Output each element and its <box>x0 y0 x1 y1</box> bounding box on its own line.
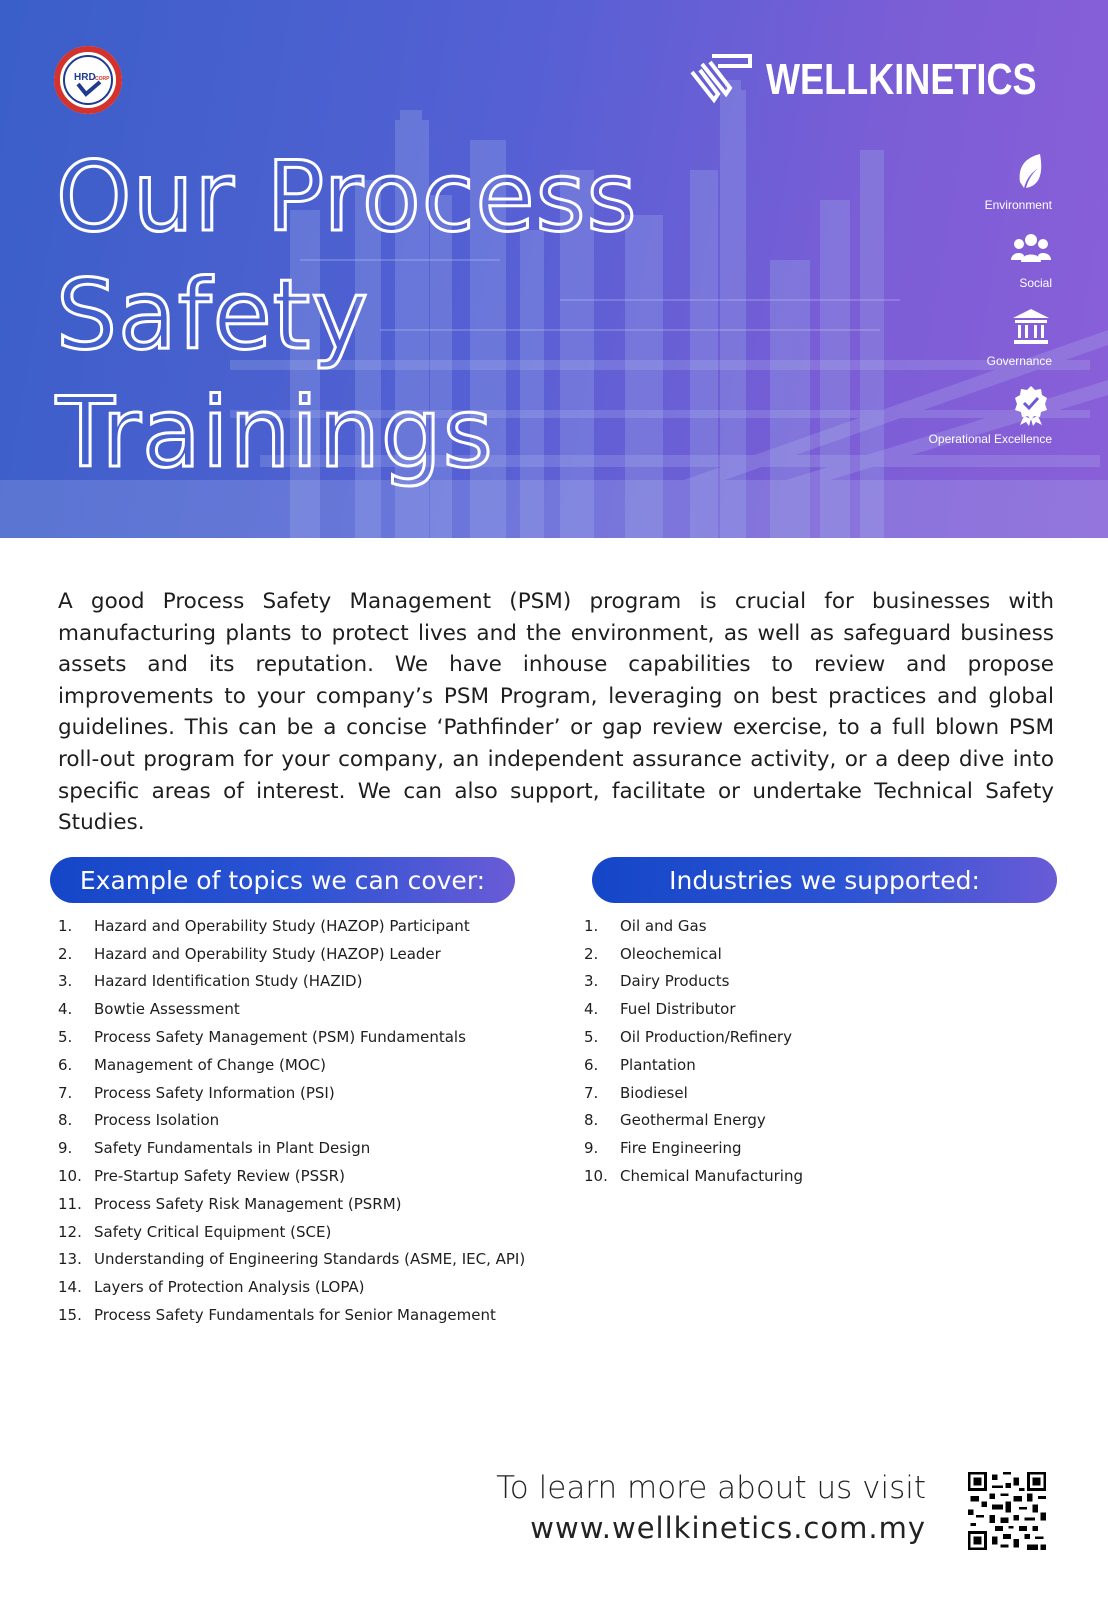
item-number: 7. <box>58 1083 73 1102</box>
institution-icon <box>1010 306 1052 348</box>
item-text: Biodiesel <box>620 1083 688 1102</box>
hero-title-line-2: Safety <box>56 259 370 371</box>
item-text: Dairy Products <box>620 972 730 991</box>
item-number: 5. <box>58 1028 73 1047</box>
hrd-corp-badge <box>52 44 124 116</box>
item-text: Bowtie Assessment <box>94 1000 240 1019</box>
svg-text:HRD: HRD <box>74 72 96 83</box>
list-item <box>58 940 525 968</box>
esg-pillars <box>872 150 1052 462</box>
item-number: 15. <box>58 1306 82 1325</box>
item-number: 3. <box>584 972 599 991</box>
list-item <box>584 1051 803 1079</box>
item-text: Fuel Distributor <box>620 1000 736 1019</box>
hero-banner <box>0 0 1108 538</box>
item-text: Process Safety Information (PSI) <box>94 1083 335 1102</box>
list-item <box>58 968 525 996</box>
svg-text:CORP: CORP <box>95 76 110 82</box>
item-number: 1. <box>58 916 73 935</box>
item-number: 4. <box>584 1000 599 1019</box>
item-text: Process Safety Management (PSM) Fundamentals <box>94 1028 466 1047</box>
item-text: Oil Production/Refinery <box>620 1028 792 1047</box>
leaf-icon <box>1010 150 1052 192</box>
item-number: 6. <box>584 1055 599 1074</box>
list-item <box>58 1107 525 1135</box>
qr-code[interactable] <box>968 1472 1046 1550</box>
list-item <box>58 995 525 1023</box>
hero-title <box>56 138 638 492</box>
list-item <box>58 1051 525 1079</box>
item-number: 11. <box>58 1194 82 1213</box>
brand-logo <box>688 50 1066 110</box>
list-item <box>584 1079 803 1107</box>
list-item <box>58 1246 525 1274</box>
pillar-social <box>872 228 1052 290</box>
item-number: 5. <box>584 1028 599 1047</box>
item-number: 6. <box>58 1055 73 1074</box>
list-item <box>58 1079 525 1107</box>
list-item <box>584 968 803 996</box>
topics-list <box>58 912 525 1329</box>
list-item <box>58 1273 525 1301</box>
item-number: 9. <box>584 1139 599 1158</box>
item-number: 8. <box>584 1111 599 1130</box>
item-text: Hazard and Operability Study (HAZOP) Participant <box>94 916 470 935</box>
item-text: Geothermal Energy <box>620 1111 766 1130</box>
item-number: 9. <box>58 1139 73 1158</box>
footer-cta-text: To learn more about us visit <box>496 1470 926 1506</box>
footer-cta <box>496 1468 926 1548</box>
item-text: Safety Fundamentals in Plant Design <box>94 1139 371 1158</box>
pillar-label: Environment <box>984 198 1052 212</box>
item-number: 2. <box>584 944 599 963</box>
item-number: 4. <box>58 1000 73 1019</box>
intro-paragraph: A good Process Safety Management (PSM) program is crucial for businesses with manufacturing plants to protect lives and the environment, as well as safeguard business assets and its reputation. We have inhouse capabilities to review and propose improvements to your company’s PSM Program, leveraging on best practices and global guidelines. This can be a concise ‘Pathfinder’ or gap review exercise, to a full blown PSM roll-out program for your company, an independent assurance activity, or a deep dive into specific areas of interest. We can also support, facilitate or undertake Technical Safety Studies. <box>58 589 1054 836</box>
list-item <box>58 1162 525 1190</box>
wellkinetics-logo-icon <box>688 50 756 110</box>
hero-title-line-1: Our Process <box>56 141 638 253</box>
item-text: Fire Engineering <box>620 1139 742 1158</box>
item-number: 12. <box>58 1222 82 1241</box>
brand-name: WELLKINETICS <box>766 55 1037 104</box>
list-item <box>58 1134 525 1162</box>
item-text: Safety Critical Equipment (SCE) <box>94 1222 332 1241</box>
list-item <box>584 940 803 968</box>
item-number: 2. <box>58 944 73 963</box>
list-item <box>58 1190 525 1218</box>
item-text: Understanding of Engineering Standards (ASME, IEC, API) <box>94 1250 526 1269</box>
item-text: Process Isolation <box>94 1111 220 1130</box>
industries-heading: Industries we supported: <box>592 857 1057 903</box>
item-text: Oleochemical <box>620 944 722 963</box>
item-text: Oil and Gas <box>620 916 707 935</box>
website-link[interactable]: www.wellkinetics.com.my <box>530 1511 926 1545</box>
item-text: Pre-Startup Safety Review (PSSR) <box>94 1167 345 1186</box>
item-number: 3. <box>58 972 73 991</box>
topics-heading: Example of topics we can cover: <box>50 857 515 903</box>
item-number: 10. <box>58 1167 82 1186</box>
industries-list <box>584 912 803 1190</box>
item-text: Hazard Identification Study (HAZID) <box>94 972 363 991</box>
list-item <box>584 912 803 940</box>
award-badge-icon <box>1010 384 1052 426</box>
item-number: 1. <box>584 916 599 935</box>
pillar-environment <box>872 150 1052 212</box>
item-number: 7. <box>584 1083 599 1102</box>
item-text: Process Safety Risk Management (PSRM) <box>94 1194 402 1213</box>
list-item <box>58 1023 525 1051</box>
people-group-icon <box>1010 228 1052 270</box>
item-number: 13. <box>58 1250 82 1269</box>
list-item <box>584 1023 803 1051</box>
pillar-label: Social <box>1019 276 1052 290</box>
list-item <box>584 1134 803 1162</box>
pillar-operational-excellence <box>872 384 1052 446</box>
item-number: 14. <box>58 1278 82 1297</box>
item-text: Layers of Protection Analysis (LOPA) <box>94 1278 365 1297</box>
pillar-label: Operational Excellence <box>928 432 1052 446</box>
hero-title-line-3: Trainings <box>56 377 494 489</box>
item-number: 10. <box>584 1167 608 1186</box>
list-item <box>58 1301 525 1329</box>
list-item <box>584 1162 803 1190</box>
item-text: Management of Change (MOC) <box>94 1055 326 1074</box>
item-number: 8. <box>58 1111 73 1130</box>
list-item <box>58 912 525 940</box>
item-text: Process Safety Fundamentals for Senior Management <box>94 1306 496 1325</box>
list-item <box>584 995 803 1023</box>
list-item <box>584 1107 803 1135</box>
item-text: Chemical Manufacturing <box>620 1167 803 1186</box>
item-text: Hazard and Operability Study (HAZOP) Leader <box>94 944 441 963</box>
item-text: Plantation <box>620 1055 696 1074</box>
list-item <box>58 1218 525 1246</box>
pillar-governance <box>872 306 1052 368</box>
pillar-label: Governance <box>986 354 1052 368</box>
